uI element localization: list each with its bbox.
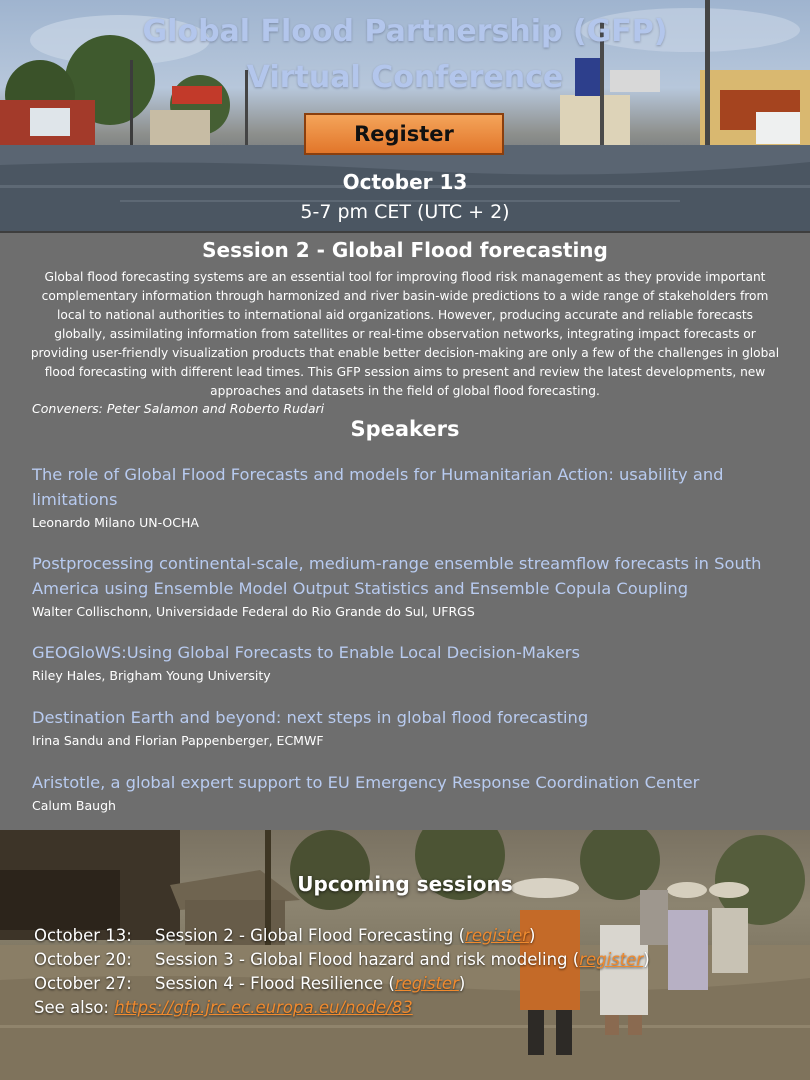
talk-speaker: Irina Sandu and Florian Pappenberger, ECMWF xyxy=(32,733,324,748)
footer-photo xyxy=(0,830,810,1080)
register-link[interactable]: register xyxy=(579,950,644,969)
talk-title-link[interactable]: Postprocessing continental-scale, medium-range ensemble streamflow forecasts in South America using Ensemble Model Output Statistics and Ensemble Copula Coupling xyxy=(32,554,762,598)
talk-speaker: Calum Baugh xyxy=(32,798,116,813)
upcoming-session-text: Session 2 - Global Flood Forecasting ( xyxy=(155,926,466,945)
talk-speaker: Riley Hales, Brigham Young University xyxy=(32,668,271,683)
upcoming-session-text: Session 4 - Flood Resilience ( xyxy=(155,974,395,993)
upcoming-date: October 20: xyxy=(34,950,132,969)
register-button[interactable]: Register xyxy=(304,113,504,155)
register-link[interactable]: register xyxy=(465,926,530,945)
session-time: 5-7 pm CET (UTC + 2) xyxy=(300,201,510,223)
closing-paren: ) xyxy=(529,926,536,945)
talk-item xyxy=(32,640,792,685)
talk-title-link[interactable]: GEOGloWS:Using Global Forecasts to Enable Local Decision-Makers xyxy=(32,643,580,662)
talk-title-link[interactable]: Aristotle, a global expert support to EU Emergency Response Coordination Center xyxy=(32,773,700,792)
talk-title-link[interactable]: The role of Global Flood Forecasts and models for Humanitarian Action: usability and limitations xyxy=(32,465,724,509)
see-also-label: See also: xyxy=(34,998,115,1017)
session-description: Global flood forecasting systems are an essential tool for improving flood risk management as they provide important complementary information through harmonized and river basin-wide predictions to a wide range of stakeholders from local to national authorities to international aid organizations. However, producing accurate and reliable forecasts globally, assimilating information from satellites or real-time observation networks, integrating impact forecasts or providing user-friendly visualization products that enable better decision-making are only a few of the challenges in global flood forecasting with different lead times. This GFP session aims to present and review the latest developments, new approaches and datasets in the field of global flood forecasting. xyxy=(30,270,780,398)
conference-subtitle: Virtual Conference xyxy=(246,60,564,95)
talk-speaker: Leonardo Milano UN-OCHA xyxy=(32,515,199,530)
upcoming-date: October 27: xyxy=(34,974,132,993)
header-photo xyxy=(0,0,810,231)
closing-paren: ) xyxy=(458,974,466,993)
talk-item xyxy=(32,705,792,750)
conveners: Conveners: Peter Salamon and Roberto Rudari xyxy=(32,401,325,416)
upcoming-session-text: Session 3 - Global Flood hazard and risk modeling ( xyxy=(155,950,580,969)
see-also-row xyxy=(34,996,413,1020)
talk-item xyxy=(32,770,792,815)
register-link[interactable]: register xyxy=(394,974,459,993)
speakers-heading: Speakers xyxy=(350,417,460,441)
talk-speaker: Walter Collischonn, Universidade Federal do Rio Grande do Sul, UFRGS xyxy=(32,604,475,619)
conference-title: Global Flood Partnership (GFP) xyxy=(142,14,668,49)
upcoming-heading: Upcoming sessions xyxy=(297,872,513,896)
see-also-link[interactable]: https://gfp.jrc.ec.europa.eu/node/83 xyxy=(114,998,413,1017)
session-panel xyxy=(0,231,810,830)
talk-item xyxy=(32,551,792,621)
talk-title-link[interactable]: Destination Earth and beyond: next steps in global flood forecasting xyxy=(32,708,589,727)
upcoming-date: October 13: xyxy=(34,926,132,945)
upcoming-session-row xyxy=(34,924,535,948)
upcoming-session-row xyxy=(34,972,465,996)
talk-item xyxy=(32,462,792,532)
session-title: Session 2 - Global Flood forecasting xyxy=(202,238,608,262)
session-date: October 13 xyxy=(342,170,468,194)
closing-paren: ) xyxy=(643,950,650,969)
upcoming-session-row xyxy=(34,948,650,972)
